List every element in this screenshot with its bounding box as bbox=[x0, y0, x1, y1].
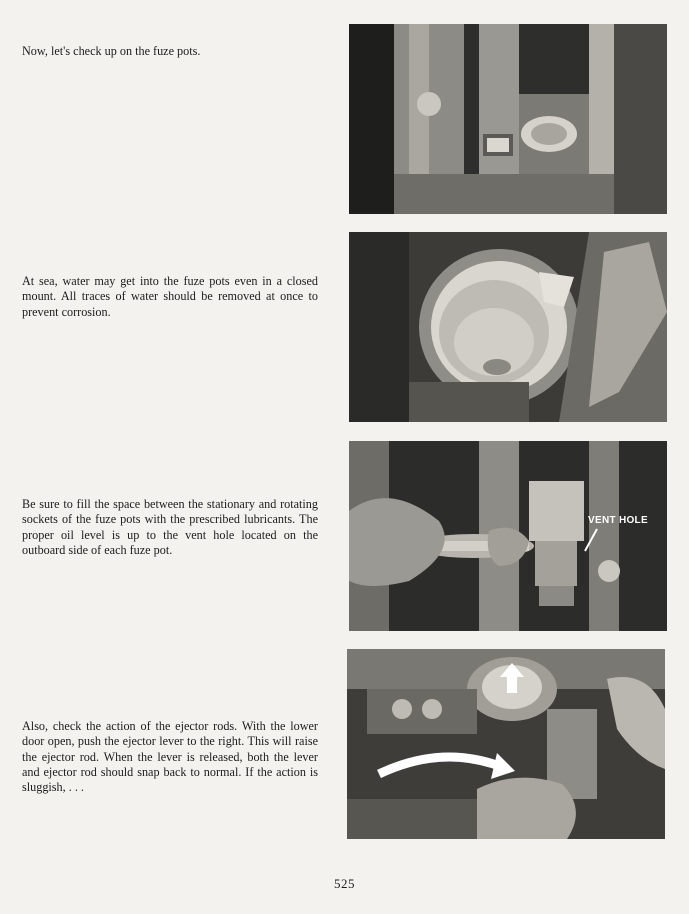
photo-ejector-lever bbox=[347, 649, 665, 839]
intro-paragraph: Now, let's check up on the fuze pots. bbox=[22, 44, 201, 58]
photo-fuze-pot-interior bbox=[349, 232, 667, 422]
water-paragraph: At sea, water may get into the fuze pots even in a closed mount. All traces of water should be removed at once to prevent corrosion. bbox=[22, 274, 318, 319]
lubricant-paragraph: Be sure to fill the space between the stationary and rotating sockets of the fuze pots with the prescribed lubricants. The proper oil level is up to the vent hole located on the outboard side of each fuze pot. bbox=[22, 497, 318, 557]
ejector-paragraph: Also, check the action of the ejector rods. With the lower door open, push the ejector lever to the right. This will raise the ejector rod. When the lever is released, both the lever and ejector rod should snap back to normal. If the action is sluggish, . . . bbox=[22, 719, 318, 795]
photo-vent-hole-lubrication bbox=[349, 441, 667, 631]
page-number: 525 bbox=[334, 876, 355, 891]
vent-hole-callout-label: VENT HOLE bbox=[588, 515, 648, 526]
photo-fuze-pots-overview bbox=[349, 24, 667, 214]
